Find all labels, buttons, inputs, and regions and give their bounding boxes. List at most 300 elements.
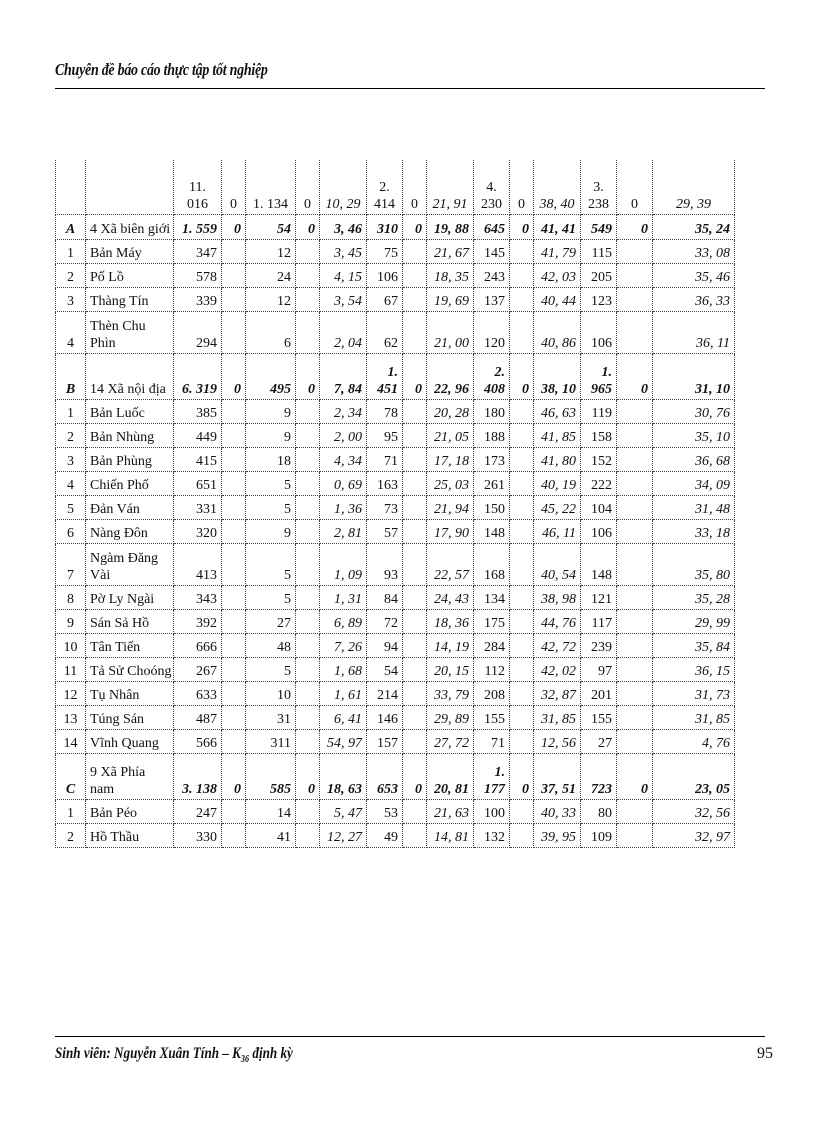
table-cell: 4, 34 <box>320 448 367 472</box>
table-cell: 112 <box>474 658 510 682</box>
table-cell <box>296 496 320 520</box>
table-cell: 0 <box>296 215 320 240</box>
table-cell: 0 <box>403 160 427 215</box>
table-cell: 48 <box>246 634 296 658</box>
table-cell <box>510 240 534 264</box>
table-row <box>56 448 735 472</box>
table-cell: 1. 965 <box>581 354 617 400</box>
table-cell: 20, 15 <box>427 658 474 682</box>
table-cell: 32, 87 <box>534 682 581 706</box>
table-cell: 35, 28 <box>653 586 735 610</box>
table-cell <box>296 730 320 754</box>
table-cell: 14, 19 <box>427 634 474 658</box>
table-cell <box>296 544 320 586</box>
table-cell: 31, 85 <box>653 706 735 730</box>
table-cell: 585 <box>246 754 296 800</box>
table-cell <box>296 520 320 544</box>
table-cell: 41 <box>246 824 296 848</box>
table-cell <box>222 520 246 544</box>
commune-statistics-table <box>55 160 735 848</box>
table-cell: 21, 05 <box>427 424 474 448</box>
table-row <box>56 240 735 264</box>
table-cell: 31 <box>246 706 296 730</box>
table-row <box>56 824 735 848</box>
table-cell: 36, 15 <box>653 658 735 682</box>
table-cell: 22, 57 <box>427 544 474 586</box>
table-cell: 347 <box>174 240 222 264</box>
table-cell <box>617 424 653 448</box>
table-cell: 152 <box>581 448 617 472</box>
table-cell: 6, 89 <box>320 610 367 634</box>
table-cell: 3 <box>56 288 86 312</box>
table-cell <box>617 800 653 824</box>
table-cell: 31, 85 <box>534 706 581 730</box>
table-cell: 93 <box>367 544 403 586</box>
table-cell: 34, 09 <box>653 472 735 496</box>
table-cell: 2, 04 <box>320 312 367 354</box>
table-cell <box>403 288 427 312</box>
table-cell: 163 <box>367 472 403 496</box>
table-cell: Tụ Nhân <box>86 682 174 706</box>
table-cell: 54 <box>246 215 296 240</box>
table-cell <box>403 544 427 586</box>
table-cell <box>403 240 427 264</box>
table-cell: 53 <box>367 800 403 824</box>
table-cell <box>617 610 653 634</box>
footer-course-sub: 36 <box>240 1054 250 1066</box>
table-cell <box>296 658 320 682</box>
table-cell <box>510 496 534 520</box>
table-cell: 94 <box>367 634 403 658</box>
table-cell <box>617 288 653 312</box>
table-cell: 18 <box>246 448 296 472</box>
table-cell: 0 <box>222 354 246 400</box>
table-cell <box>296 824 320 848</box>
table-cell: 5 <box>246 586 296 610</box>
table-cell: 0 <box>510 354 534 400</box>
table-cell: 2 <box>56 824 86 848</box>
table-cell: 7, 84 <box>320 354 367 400</box>
footer-student: Sinh viên: Nguyễn Xuân Tính – K <box>55 1045 241 1062</box>
table-cell <box>510 706 534 730</box>
table-cell: 14, 81 <box>427 824 474 848</box>
table-cell: 41, 41 <box>534 215 581 240</box>
table-cell <box>296 448 320 472</box>
table-cell: 18, 35 <box>427 264 474 288</box>
table-cell: 0 <box>296 354 320 400</box>
table-cell: 180 <box>474 400 510 424</box>
table-cell: 22, 96 <box>427 354 474 400</box>
table-cell: 35, 84 <box>653 634 735 658</box>
table-cell <box>296 586 320 610</box>
table-cell: 42, 02 <box>534 658 581 682</box>
table-cell: 54 <box>367 658 403 682</box>
table-cell: 9 <box>246 424 296 448</box>
table-cell: 243 <box>474 264 510 288</box>
table-cell: 117 <box>581 610 617 634</box>
table-cell: 1. 134 <box>246 160 296 215</box>
table-row <box>56 520 735 544</box>
table-cell <box>617 400 653 424</box>
table-cell: Chiến Phố <box>86 472 174 496</box>
table-cell <box>222 240 246 264</box>
table-cell: 5 <box>56 496 86 520</box>
table-cell <box>617 312 653 354</box>
table-cell: 5 <box>246 544 296 586</box>
table-cell: 17, 18 <box>427 448 474 472</box>
table-cell: 19, 69 <box>427 288 474 312</box>
header-title: Chuyên đề báo cáo thực tập tốt nghiệp <box>55 60 268 79</box>
table-cell: 4 Xã biên giới <box>86 215 174 240</box>
table-cell: 666 <box>174 634 222 658</box>
table-cell: 148 <box>474 520 510 544</box>
table-cell: 2. 408 <box>474 354 510 400</box>
table-cell: 214 <box>367 682 403 706</box>
table-cell <box>296 610 320 634</box>
table-cell <box>222 634 246 658</box>
table-row <box>56 160 735 215</box>
table-cell: 1 <box>56 240 86 264</box>
table-cell: 67 <box>367 288 403 312</box>
table-cell: 413 <box>174 544 222 586</box>
table-cell <box>222 472 246 496</box>
table-cell <box>403 682 427 706</box>
table-cell: 2 <box>56 424 86 448</box>
footer-student-line <box>55 1045 293 1065</box>
table-row <box>56 288 735 312</box>
table-cell: 2, 00 <box>320 424 367 448</box>
table-cell: 3. 238 <box>581 160 617 215</box>
table-cell: 155 <box>581 706 617 730</box>
table-cell: A <box>56 215 86 240</box>
table-cell <box>510 520 534 544</box>
table-cell: 36, 68 <box>653 448 735 472</box>
table-cell: 30, 76 <box>653 400 735 424</box>
table-cell: Sán Sả Hồ <box>86 610 174 634</box>
table-cell: 566 <box>174 730 222 754</box>
table-cell: 134 <box>474 586 510 610</box>
table-row <box>56 496 735 520</box>
table-cell: 155 <box>474 706 510 730</box>
table-cell: 71 <box>474 730 510 754</box>
table-cell: 137 <box>474 288 510 312</box>
table-cell: 38, 10 <box>534 354 581 400</box>
table-cell: 123 <box>581 288 617 312</box>
table-cell <box>403 634 427 658</box>
table-cell: 5 <box>246 472 296 496</box>
table-cell: 40, 33 <box>534 800 581 824</box>
table-cell: 57 <box>367 520 403 544</box>
table-row <box>56 658 735 682</box>
table-cell <box>617 824 653 848</box>
footer-suffix: định kỳ <box>249 1045 293 1062</box>
table-row <box>56 264 735 288</box>
table-cell: 106 <box>367 264 403 288</box>
table-cell: 1 <box>56 800 86 824</box>
table-cell: 0 <box>403 215 427 240</box>
table-row <box>56 706 735 730</box>
table-cell: 109 <box>581 824 617 848</box>
table-cell <box>222 586 246 610</box>
table-cell <box>56 160 86 215</box>
table-cell: 18, 63 <box>320 754 367 800</box>
table-row <box>56 400 735 424</box>
table-cell <box>617 520 653 544</box>
table-cell: 41, 85 <box>534 424 581 448</box>
table-cell: C <box>56 754 86 800</box>
table-cell: 3 <box>56 448 86 472</box>
table-cell: 1, 68 <box>320 658 367 682</box>
table-cell <box>617 730 653 754</box>
table-cell: 1, 09 <box>320 544 367 586</box>
table-cell: 46, 63 <box>534 400 581 424</box>
table-cell: 3, 54 <box>320 288 367 312</box>
table-cell: 175 <box>474 610 510 634</box>
table-cell: 2, 34 <box>320 400 367 424</box>
table-cell <box>403 264 427 288</box>
table-cell: 44, 76 <box>534 610 581 634</box>
table-cell <box>296 288 320 312</box>
table-cell <box>222 800 246 824</box>
table-cell: Ngàm Đăng Vài <box>86 544 174 586</box>
table-cell: 310 <box>367 215 403 240</box>
table-cell <box>617 544 653 586</box>
table-cell: 54, 97 <box>320 730 367 754</box>
table-cell: 487 <box>174 706 222 730</box>
table-cell: 645 <box>474 215 510 240</box>
table-row <box>56 682 735 706</box>
table-cell: 8 <box>56 586 86 610</box>
table-cell: 121 <box>581 586 617 610</box>
table-cell <box>403 312 427 354</box>
table-cell: 0 <box>403 354 427 400</box>
table-cell: 35, 10 <box>653 424 735 448</box>
table-cell: 104 <box>581 496 617 520</box>
table-cell: 247 <box>174 800 222 824</box>
table-cell: 284 <box>474 634 510 658</box>
table-cell <box>617 706 653 730</box>
table-cell <box>510 682 534 706</box>
table-cell: Bản Phùng <box>86 448 174 472</box>
table-cell: 13 <box>56 706 86 730</box>
table-cell <box>403 730 427 754</box>
table-cell: 1. 177 <box>474 754 510 800</box>
table-cell: 205 <box>581 264 617 288</box>
table-cell <box>510 658 534 682</box>
table-cell: 3, 45 <box>320 240 367 264</box>
table-cell: 46, 11 <box>534 520 581 544</box>
table-cell: 4, 76 <box>653 730 735 754</box>
table-cell <box>403 472 427 496</box>
table-row <box>56 730 735 754</box>
table-cell: 12 <box>246 240 296 264</box>
table-cell <box>403 586 427 610</box>
table-cell <box>296 400 320 424</box>
table-cell: 21, 00 <box>427 312 474 354</box>
table-cell: 222 <box>581 472 617 496</box>
table-cell: 0 <box>296 160 320 215</box>
table-cell <box>296 264 320 288</box>
table-cell: 0 <box>403 754 427 800</box>
table-row <box>56 800 735 824</box>
table-cell: 0 <box>617 754 653 800</box>
table-cell <box>222 264 246 288</box>
table-cell: 2, 81 <box>320 520 367 544</box>
table-cell: 27, 72 <box>427 730 474 754</box>
table-cell: 549 <box>581 215 617 240</box>
table-cell: 173 <box>474 448 510 472</box>
table-cell <box>510 288 534 312</box>
table-cell <box>403 824 427 848</box>
table-cell: 339 <box>174 288 222 312</box>
table-cell: Bản Péo <box>86 800 174 824</box>
table-cell: 21, 63 <box>427 800 474 824</box>
table-cell: 239 <box>581 634 617 658</box>
table-cell: 21, 67 <box>427 240 474 264</box>
table-cell: 31, 10 <box>653 354 735 400</box>
table-cell: 24 <box>246 264 296 288</box>
page-number: 95 <box>757 1045 773 1062</box>
table-cell <box>403 658 427 682</box>
table-cell: 0 <box>617 354 653 400</box>
table-cell: 39, 95 <box>534 824 581 848</box>
table-cell <box>617 658 653 682</box>
table-cell <box>617 264 653 288</box>
table-cell: 40, 19 <box>534 472 581 496</box>
table-cell: 311 <box>246 730 296 754</box>
table-cell: 1. 559 <box>174 215 222 240</box>
table-row <box>56 586 735 610</box>
table-cell <box>617 448 653 472</box>
table-cell <box>510 448 534 472</box>
table-cell: 100 <box>474 800 510 824</box>
table-cell: B <box>56 354 86 400</box>
table-cell: Bản Nhùng <box>86 424 174 448</box>
table-cell: 32, 97 <box>653 824 735 848</box>
table-cell: 19, 88 <box>427 215 474 240</box>
table-cell: 4 <box>56 312 86 354</box>
table-cell: 33, 08 <box>653 240 735 264</box>
table-cell: 41, 80 <box>534 448 581 472</box>
table-cell <box>403 706 427 730</box>
table-cell: 33, 79 <box>427 682 474 706</box>
table-cell <box>296 634 320 658</box>
table-cell <box>617 634 653 658</box>
table-cell: 49 <box>367 824 403 848</box>
table-cell: 633 <box>174 682 222 706</box>
table-cell: 33, 18 <box>653 520 735 544</box>
table-cell: Tả Sử Choóng <box>86 658 174 682</box>
table-cell: 40, 86 <box>534 312 581 354</box>
table-cell: 0 <box>510 754 534 800</box>
table-cell: 148 <box>581 544 617 586</box>
table-cell: 12 <box>56 682 86 706</box>
table-cell: 343 <box>174 586 222 610</box>
table-cell: 21, 91 <box>427 160 474 215</box>
table-cell: 37, 51 <box>534 754 581 800</box>
table-cell: 21, 94 <box>427 496 474 520</box>
table-cell: Pờ Ly Ngài <box>86 586 174 610</box>
table-cell: 14 <box>246 800 296 824</box>
table-cell: 415 <box>174 448 222 472</box>
table-cell: 36, 33 <box>653 288 735 312</box>
table-cell: 449 <box>174 424 222 448</box>
table-cell <box>296 682 320 706</box>
table-cell: 20, 28 <box>427 400 474 424</box>
table-cell: 14 Xã nội địa <box>86 354 174 400</box>
table-cell: 23, 05 <box>653 754 735 800</box>
table-row <box>56 354 735 400</box>
table-cell: 7 <box>56 544 86 586</box>
table-cell: 5, 47 <box>320 800 367 824</box>
table-cell: 35, 80 <box>653 544 735 586</box>
table-cell: 0 <box>296 754 320 800</box>
table-cell: 27 <box>581 730 617 754</box>
table-cell: 32, 56 <box>653 800 735 824</box>
table-cell: 106 <box>581 520 617 544</box>
table-cell <box>510 264 534 288</box>
table-cell <box>222 610 246 634</box>
table-cell: 29, 89 <box>427 706 474 730</box>
table-cell: 12, 27 <box>320 824 367 848</box>
table-row <box>56 472 735 496</box>
table-cell <box>296 312 320 354</box>
table-cell: 6 <box>56 520 86 544</box>
table-cell: 150 <box>474 496 510 520</box>
table-cell: 132 <box>474 824 510 848</box>
table-cell: 10 <box>56 634 86 658</box>
table-cell: Nàng Đôn <box>86 520 174 544</box>
table-cell: Tân Tiến <box>86 634 174 658</box>
table-cell: 10 <box>246 682 296 706</box>
table-row <box>56 754 735 800</box>
table-cell: 27 <box>246 610 296 634</box>
table-cell: 6, 41 <box>320 706 367 730</box>
table-cell: Bản Luốc <box>86 400 174 424</box>
table-cell: 29, 39 <box>653 160 735 215</box>
table-cell: 208 <box>474 682 510 706</box>
table-cell <box>222 312 246 354</box>
table-cell: 71 <box>367 448 403 472</box>
table-cell: 320 <box>174 520 222 544</box>
table-cell: 41, 79 <box>534 240 581 264</box>
table-cell <box>222 682 246 706</box>
table-cell <box>222 400 246 424</box>
table-cell: 40, 44 <box>534 288 581 312</box>
table-cell: 35, 24 <box>653 215 735 240</box>
table-row <box>56 215 735 240</box>
table-cell <box>510 544 534 586</box>
table-cell <box>222 424 246 448</box>
table-cell: 653 <box>367 754 403 800</box>
table-row <box>56 544 735 586</box>
table-cell <box>510 312 534 354</box>
table-cell: 9 Xã Phía nam <box>86 754 174 800</box>
table-cell: 495 <box>246 354 296 400</box>
table-cell: 188 <box>474 424 510 448</box>
table-cell: 157 <box>367 730 403 754</box>
table-cell: 75 <box>367 240 403 264</box>
table-cell: 145 <box>474 240 510 264</box>
table-cell: 2 <box>56 264 86 288</box>
table-cell <box>510 472 534 496</box>
table-cell: 35, 46 <box>653 264 735 288</box>
table-cell: 578 <box>174 264 222 288</box>
table-cell: 4 <box>56 472 86 496</box>
table-cell: 20, 81 <box>427 754 474 800</box>
table-cell <box>222 706 246 730</box>
table-cell: 6. 319 <box>174 354 222 400</box>
